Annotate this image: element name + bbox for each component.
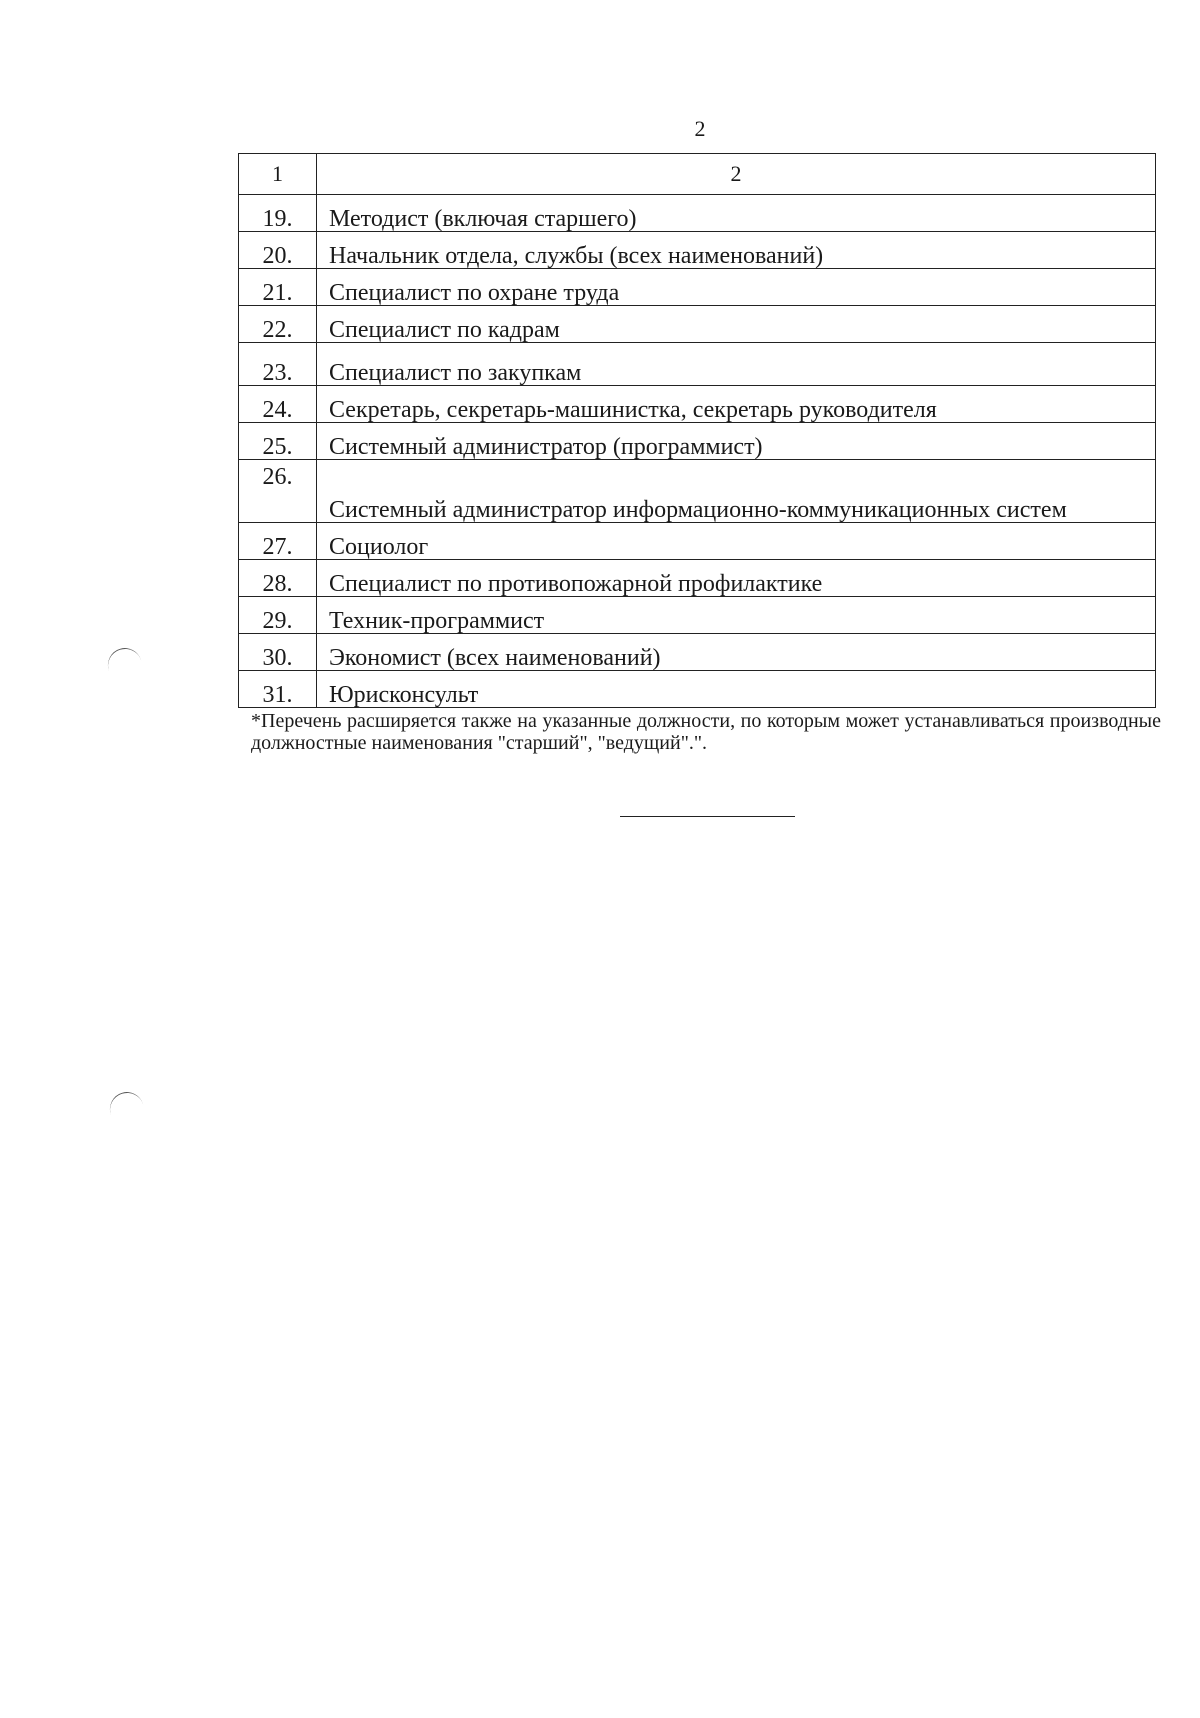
table-header-row [239,154,1156,195]
table-row [239,597,1156,634]
row-position-title: Юрисконсульт [317,671,1156,708]
table-row [239,269,1156,306]
table-row [239,423,1156,460]
row-number: 19. [239,195,317,232]
row-position-title: Секретарь, секретарь-машинистка, секретарь руководителя [317,386,1156,423]
row-position-title: Специалист по кадрам [317,306,1156,343]
row-position-title: Специалист по противопожарной профилактике [317,560,1156,597]
scan-artifact-mark [105,1088,148,1132]
row-number: 23. [239,343,317,386]
row-position-title: Системный администратор информационно-коммуникационных систем [317,460,1156,523]
table-row [239,343,1156,386]
row-position-title: Системный администратор (программист) [317,423,1156,460]
closing-divider [620,816,795,817]
row-number: 28. [239,560,317,597]
table-row [239,195,1156,232]
header-cell-number: 1 [239,154,317,195]
row-number: 21. [239,269,317,306]
table-row [239,386,1156,423]
table-row [239,560,1156,597]
row-number: 24. [239,386,317,423]
row-position-title: Социолог [317,523,1156,560]
row-number: 31. [239,671,317,708]
row-position-title: Методист (включая старшего) [317,195,1156,232]
table-row [239,523,1156,560]
row-number: 20. [239,232,317,269]
page-number: 2 [694,116,706,141]
row-position-title: Специалист по охране труда [317,269,1156,306]
table-row [239,634,1156,671]
row-position-title: Техник-программист [317,597,1156,634]
row-number: 29. [239,597,317,634]
scan-artifact-mark [103,644,146,688]
row-number: 22. [239,306,317,343]
row-number: 25. [239,423,317,460]
row-number: 30. [239,634,317,671]
row-position-title: Начальник отдела, службы (всех наименований) [317,232,1156,269]
table-row [239,460,1156,523]
row-number: 27. [239,523,317,560]
table-row [239,306,1156,343]
table-row [239,671,1156,708]
header-cell-title: 2 [317,154,1156,195]
positions-table [238,153,1156,708]
row-position-title: Экономист (всех наименований) [317,634,1156,671]
row-number: 26. [239,460,317,523]
row-position-title: Специалист по закупкам [317,343,1156,386]
footnote: *Перечень расширяется также на указанные должности, по которым может устанавливаться производные должностные наименования "старший", "ведущий".". [251,710,1161,754]
table-row [239,232,1156,269]
